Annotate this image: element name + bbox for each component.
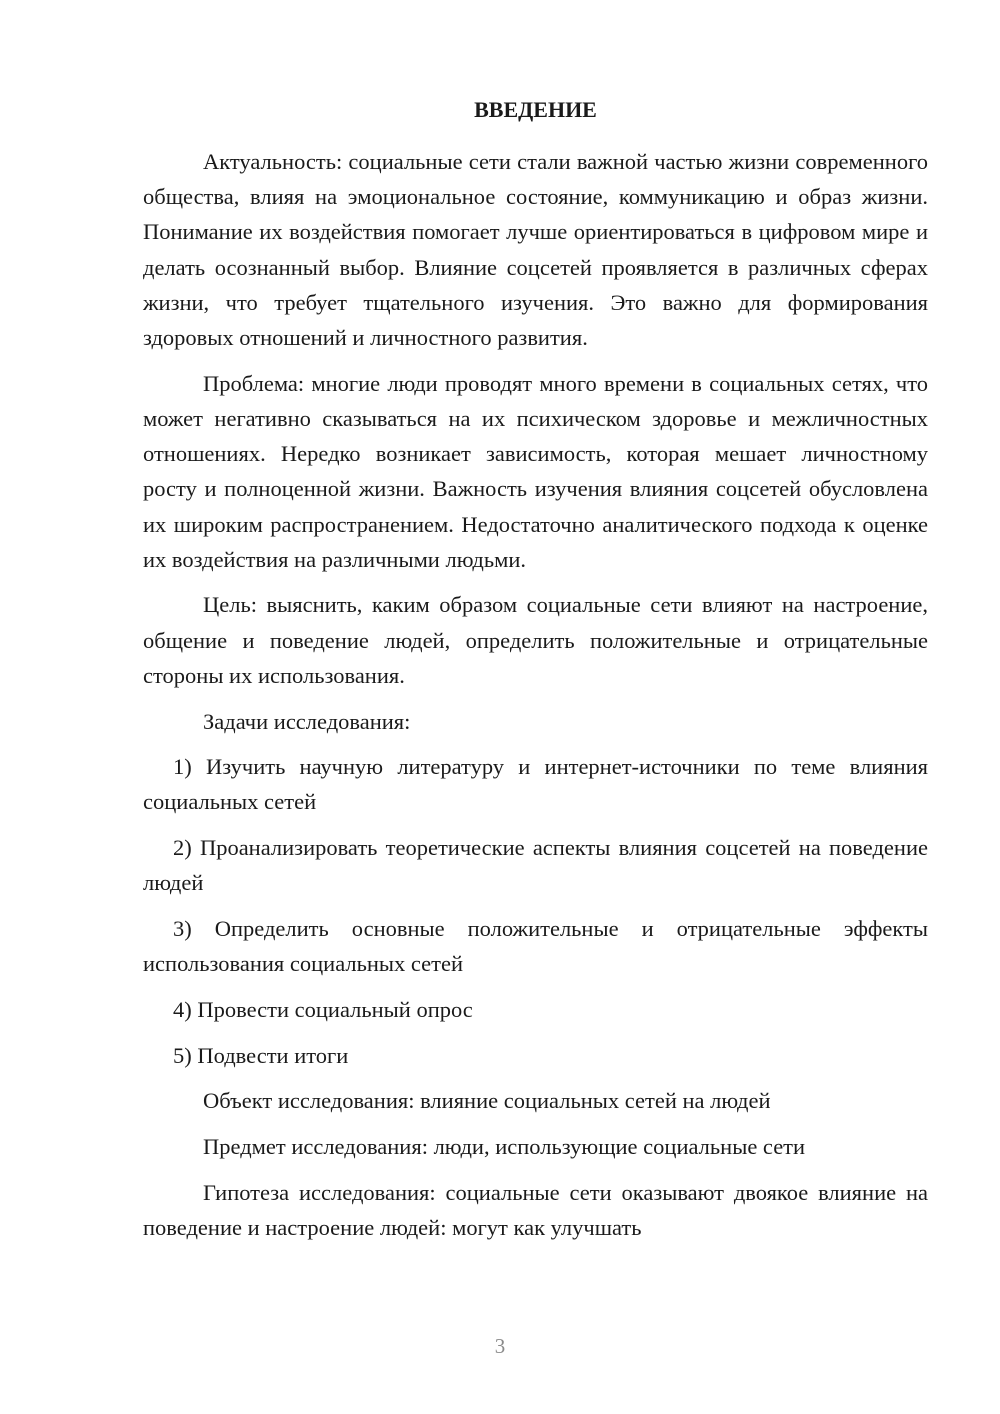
- problem-paragraph: Проблема: многие люди проводят много времени в социальных сетях, что может негативно сказываться на их психическом здоровье и межличностных отношениях. Нередко возникает зависимость, которая мешает личностному росту и полноценной жизни. Важность изучения влияния соцсетей обусловлена их широким распространением. Недостаточно аналитического подхода к оценке их воздействия на различными людьми.: [143, 370, 928, 572]
- goal-paragraph: Цель: выяснить, каким образом социальные сети влияют на настроение, общение и поведение людей, определить положительные и отрицательные стороны их использования.: [143, 592, 928, 688]
- hypothesis-paragraph: Гипотеза исследования: социальные сети оказывают двоякое влияние на поведение и настроение людей: могут как улучшать: [143, 1179, 928, 1240]
- task-item-4: 4) Провести социальный опрос: [173, 996, 473, 1022]
- task-item-2: 2) Проанализировать теоретические аспекты влияния соцсетей на поведение людей: [143, 835, 928, 896]
- page-number: 3: [494, 1334, 506, 1358]
- section-heading: ВВЕДЕНИЕ: [474, 97, 597, 122]
- task-item-5: 5) Подвести итоги: [173, 1042, 349, 1068]
- document-page: [143, 92, 928, 1256]
- relevance-paragraph: Актуальность: социальные сети стали важной частью жизни современного общества, влияя на эмоциональное состояние, коммуникацию и образ жизни. Понимание их воздействия помогает лучше ориентироваться в цифровом мире и делать осознанный выбор. Влияние соцсетей проявляется в различных сферах жизни, что требует тщательного изучения. Это важно для формирования здоровых отношений и личностного развития.: [143, 149, 928, 351]
- research-subject: Предмет исследования: люди, использующие социальные сети: [203, 1134, 806, 1160]
- task-item-1: 1) Изучить научную литературу и интернет-источники по теме влияния социальных сетей: [143, 754, 928, 815]
- tasks-title: Задачи исследования:: [203, 708, 411, 734]
- research-object: Объект исследования: влияние социальных сетей на людей: [203, 1088, 771, 1114]
- task-item-3: 3) Определить основные положительные и отрицательные эффекты использования социальных сетей: [143, 916, 928, 977]
